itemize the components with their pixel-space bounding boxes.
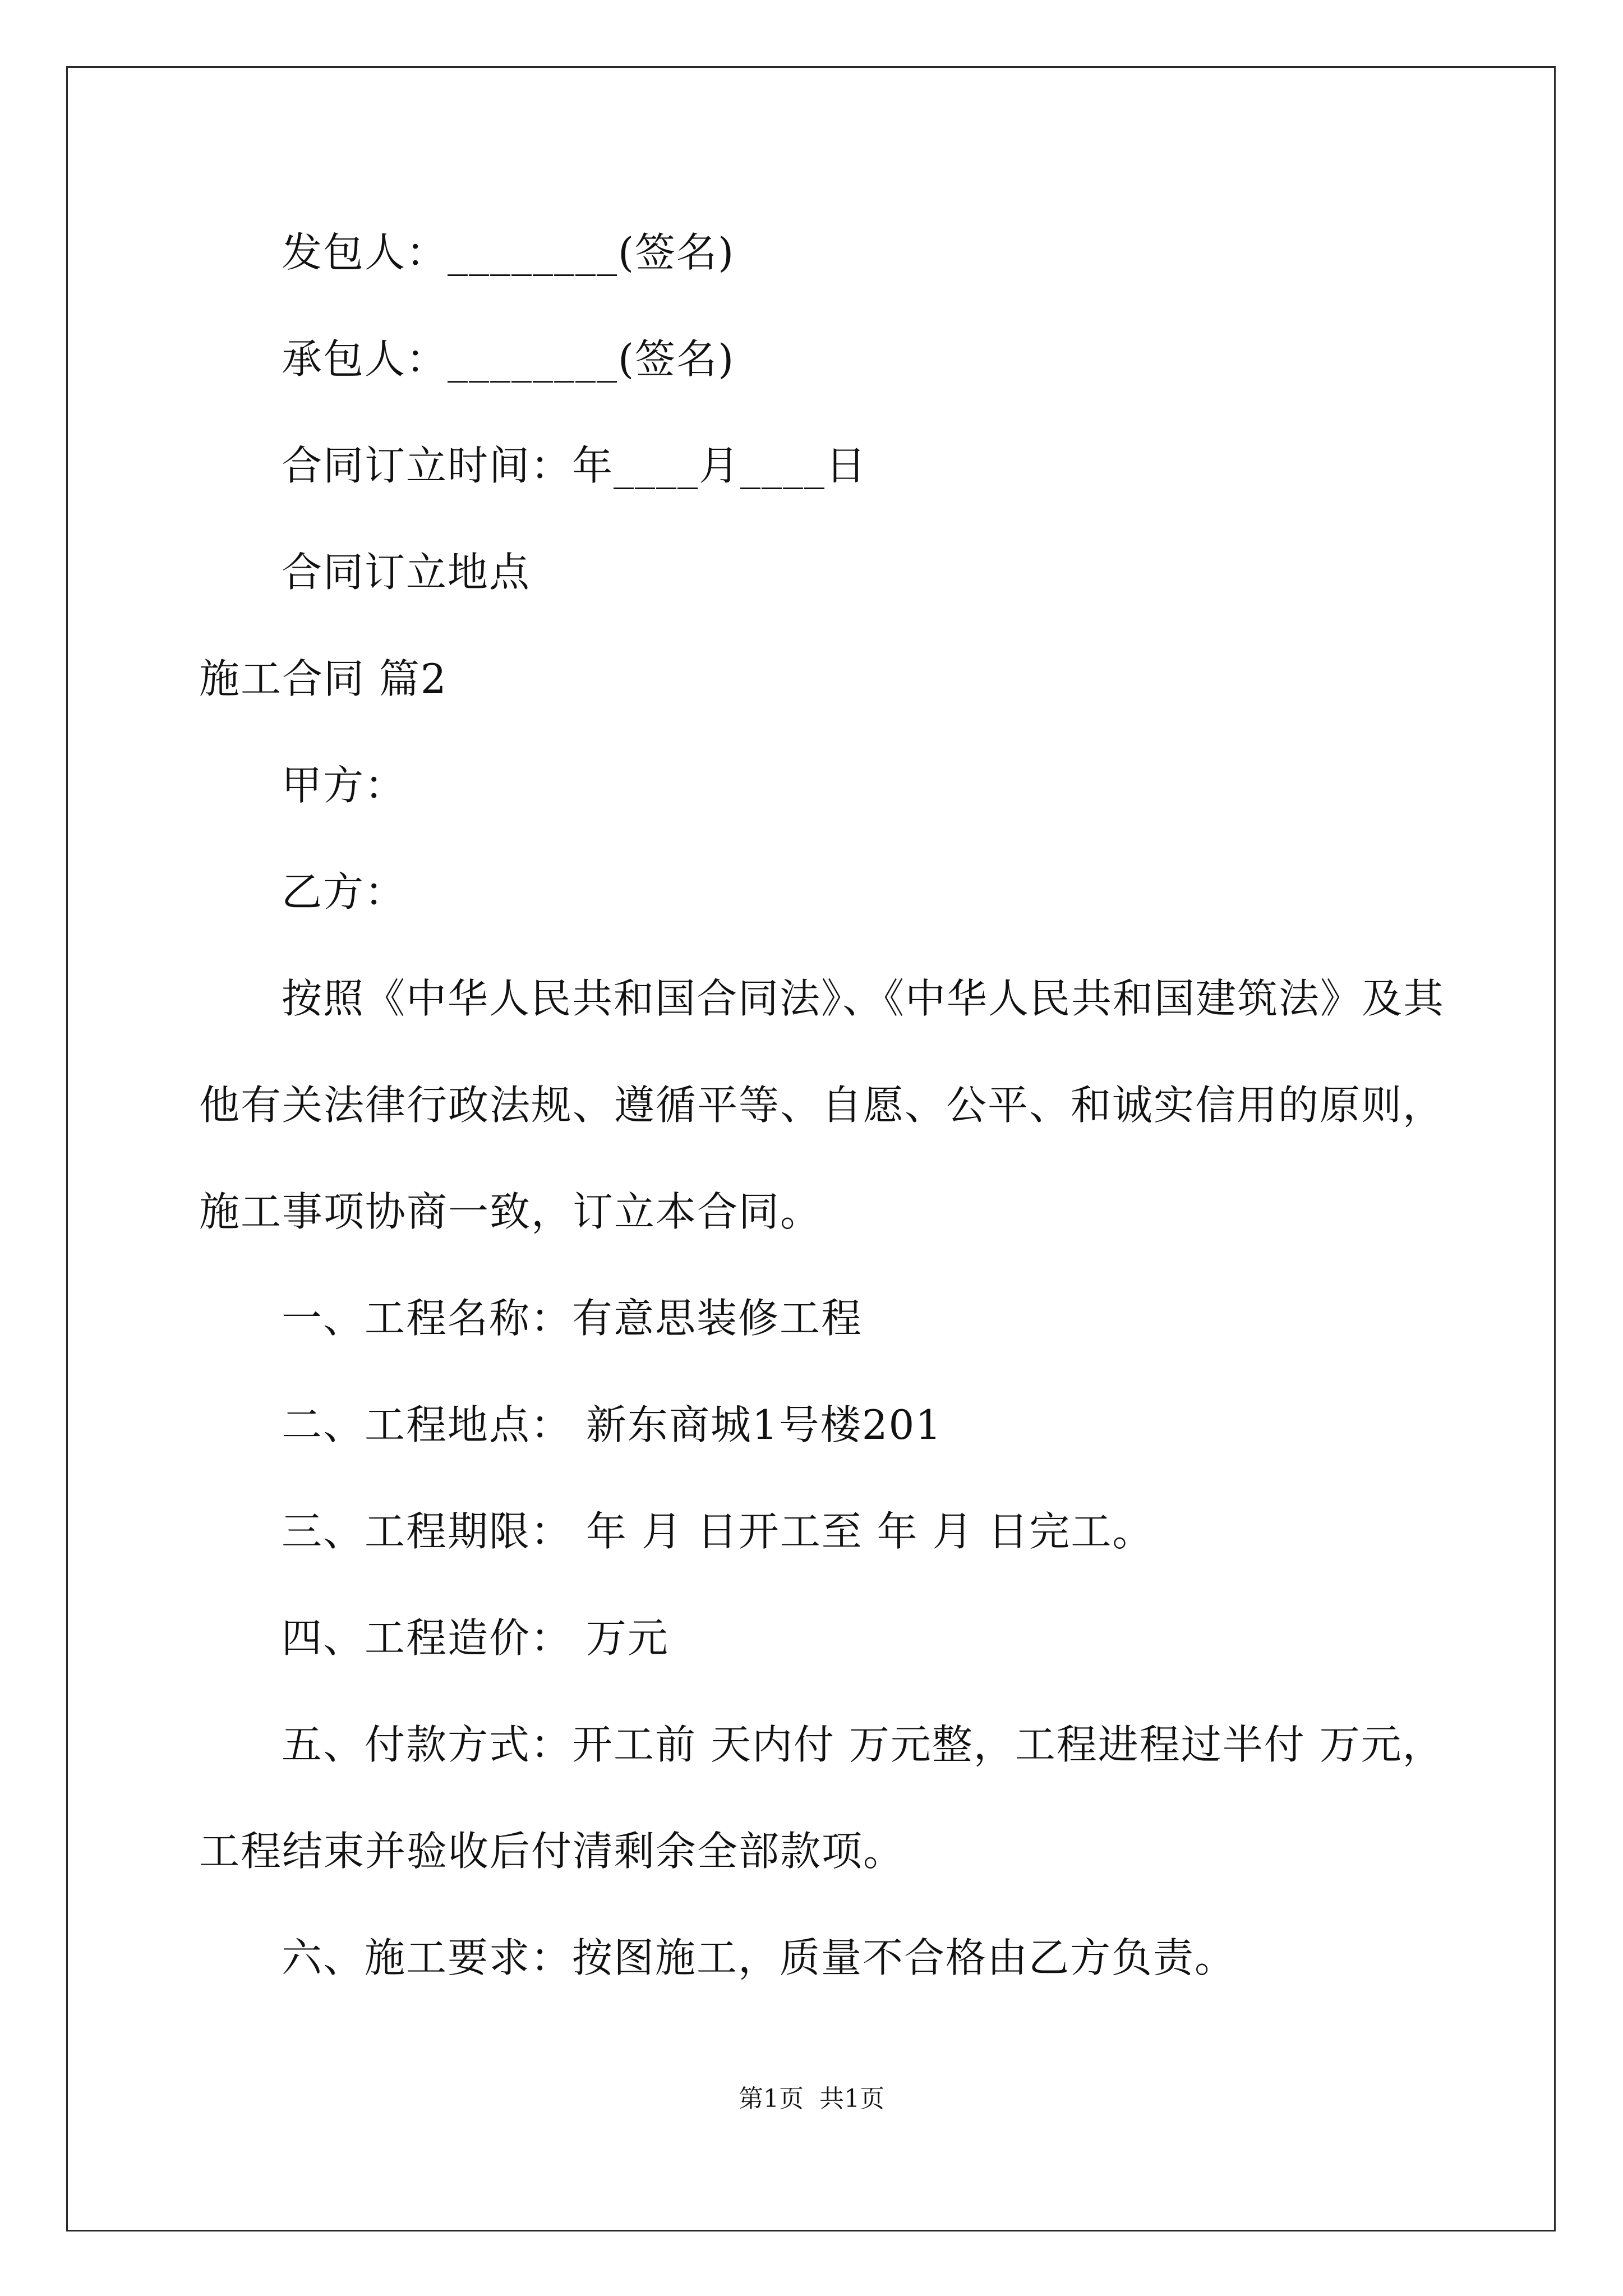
party-a-line: 甲方： xyxy=(282,762,407,809)
contractor-signature-line: 承包人：________(签名) xyxy=(282,335,735,383)
preamble-line-3: 施工事项协商一致，订立本合同。 xyxy=(199,1188,822,1235)
page-border xyxy=(66,66,1556,2231)
contract-place-line: 合同订立地点 xyxy=(282,549,531,596)
clause-payment-line-2: 工程结束并验收后付清剩余全部款项。 xyxy=(199,1828,905,1875)
preamble-line-1: 按照《中华人民共和国合同法》、《中华人民共和国建筑法》及其 xyxy=(282,975,1445,1022)
preamble-line-2: 他有关法律行政法规、遵循平等、自愿、公平、和诚实信用的原则， xyxy=(199,1082,1445,1129)
clause-project-name: 一、工程名称：有意思装修工程 xyxy=(282,1295,863,1342)
clause-construction-requirements: 六、施工要求：按图施工，质量不合格由乙方负责。 xyxy=(282,1934,1237,1981)
clause-project-cost: 四、工程造价： 万元 xyxy=(282,1614,669,1662)
section-heading: 施工合同 篇2 xyxy=(199,655,448,702)
clause-project-location: 二、工程地点： 新东商城1号楼201 xyxy=(282,1401,943,1448)
party-b-line: 乙方： xyxy=(282,868,407,915)
page-number-footer: 第1页 共1页 xyxy=(739,2085,884,2113)
employer-signature-line: 发包人：________(签名) xyxy=(282,229,735,276)
clause-payment-line-1: 五、付款方式：开工前 天内付 万元整，工程进程过半付 万元， xyxy=(282,1721,1444,1768)
contract-date-line: 合同订立时间：年____月____日 xyxy=(282,442,868,489)
clause-project-period: 三、工程期限： 年 月 日开工至 年 月 日完工。 xyxy=(282,1508,1154,1555)
